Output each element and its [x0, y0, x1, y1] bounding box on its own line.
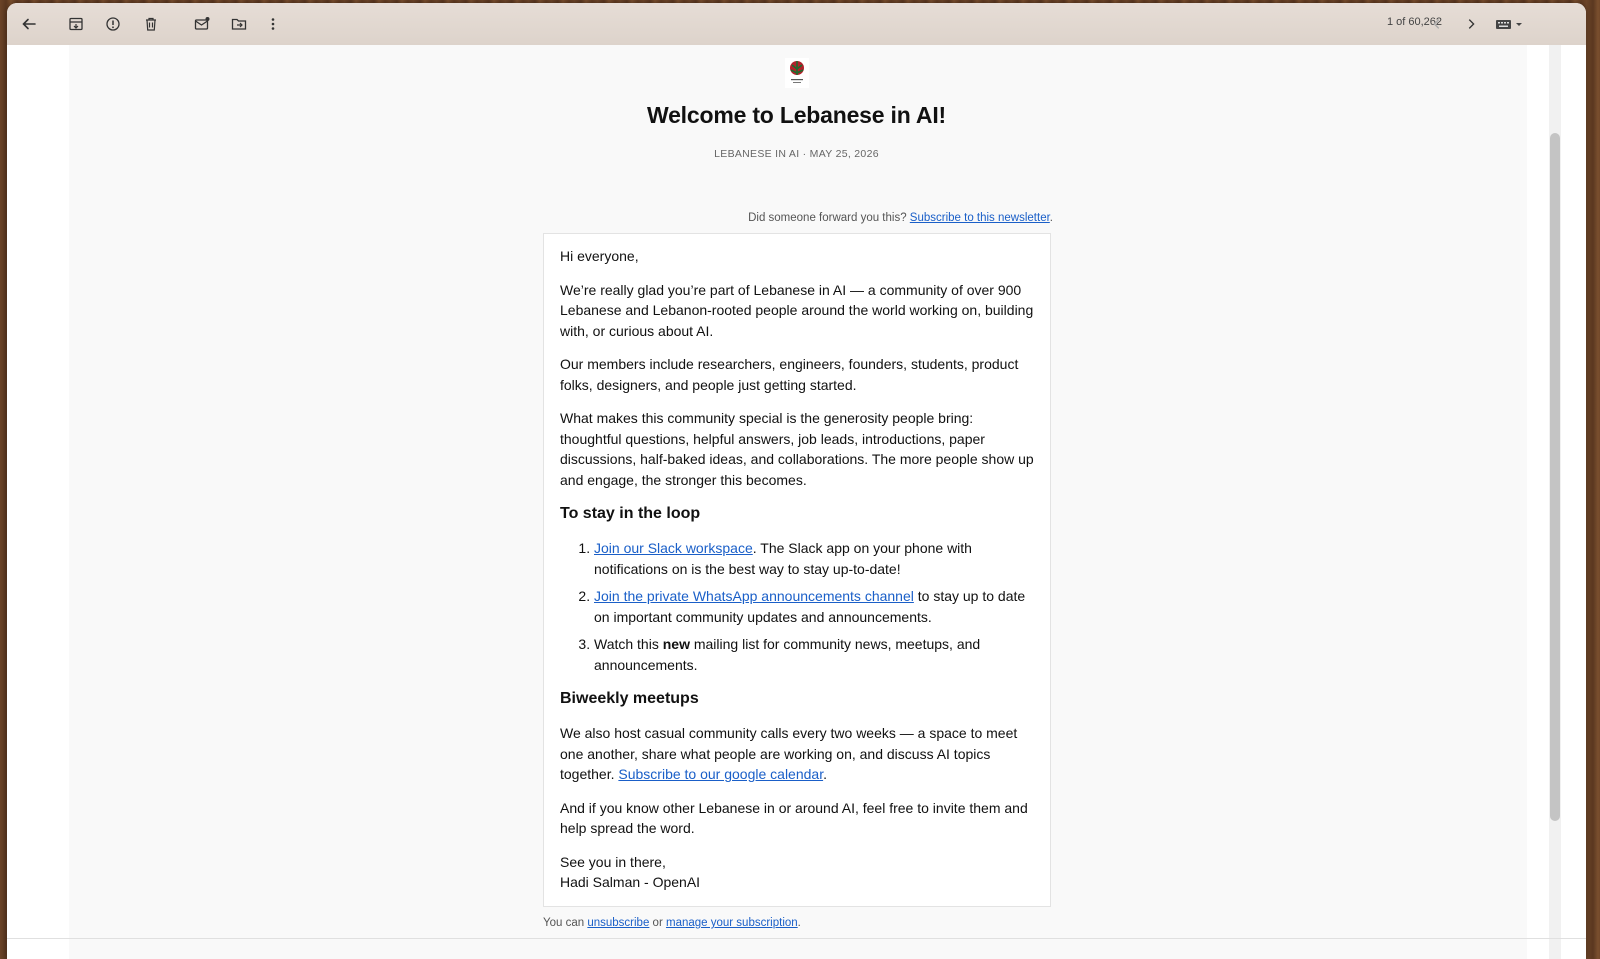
toolbar	[7, 3, 1586, 45]
chevron-right-icon[interactable]	[1461, 14, 1481, 34]
forward-line	[543, 212, 1053, 224]
list-item-text: Watch this	[594, 636, 663, 652]
list-item-text: to stay up to date on important community updates and announcements.	[594, 588, 1026, 625]
paragraph-meetups	[560, 723, 1034, 785]
footer-text: .	[797, 917, 801, 929]
scrollbar[interactable]	[1549, 45, 1561, 959]
list-item-bold: new	[662, 636, 690, 652]
paragraph-community: What makes this community special is the generosity people bring: thoughtful questions, helpful answers, job leads, introductions, paper discussions, half-baked ideas, and collaborations. The more people show up and engage, the stronger this becomes.	[560, 410, 1034, 488]
greeting: Hi everyone,	[560, 248, 639, 264]
move-to-folder-icon[interactable]	[229, 14, 249, 34]
footer-text: or	[649, 917, 666, 929]
more-vert-icon[interactable]	[263, 14, 283, 34]
message-counter: 1 of 60,262	[1386, 16, 1442, 28]
signature: Hadi Salman - OpenAI	[560, 874, 701, 890]
list-item	[594, 634, 1034, 675]
subscribe-newsletter-link[interactable]: Subscribe to this newsletter	[909, 212, 1050, 224]
list-item-text: . The Slack app on your phone with notifications on is the best way to stay up-to-date!	[594, 540, 972, 577]
email-title: Welcome to Lebanese in AI!	[647, 102, 946, 128]
heading-meetups: Biweekly meetups	[560, 690, 699, 707]
manage-subscription-link[interactable]: manage your subscription	[665, 917, 798, 929]
email-meta: LEBANESE IN AI · MAY 25, 2026	[714, 148, 879, 160]
trash-icon[interactable]	[141, 14, 161, 34]
email-card	[543, 233, 1051, 907]
paragraph-intro: We’re really glad you’re part of Lebanese in AI — a community of over 900 Lebanese and Lebanon-rooted people around the world working on, building with, or curious about AI.	[560, 281, 1034, 339]
divider	[7, 938, 1586, 939]
archive-icon[interactable]	[66, 14, 86, 34]
arrow-left-icon[interactable]	[19, 14, 39, 34]
mark-unread-icon[interactable]	[192, 14, 212, 34]
unsubscribe-link[interactable]: unsubscribe	[587, 917, 650, 929]
loop-list	[560, 538, 1034, 675]
scrollbar-thumb[interactable]	[1550, 133, 1560, 821]
paragraph-members: Our members include researchers, engineers, founders, students, product folks, designers, and people just getting started.	[560, 356, 1019, 393]
right-gutter	[1561, 45, 1586, 959]
google-calendar-link[interactable]: Subscribe to our google calendar	[618, 766, 824, 782]
signoff: See you in there,	[560, 853, 666, 870]
keyboard-icon[interactable]	[1494, 14, 1526, 34]
chevron-left-icon[interactable]	[1427, 14, 1447, 34]
meetups-suffix: .	[823, 766, 827, 782]
footer-text: You can	[543, 917, 588, 929]
whatsapp-channel-link[interactable]: Join the private WhatsApp announcements channel	[594, 588, 914, 604]
newsletter-logo	[785, 58, 809, 88]
list-item	[594, 586, 1034, 627]
report-spam-icon[interactable]	[103, 14, 123, 34]
mail-window	[7, 3, 1586, 959]
meetups-text: We also host casual community calls every two weeks — a space to meet one another, share what people are working on, and discuss AI topics together.	[560, 725, 1018, 782]
email-footer	[543, 917, 801, 929]
list-item	[594, 538, 1034, 579]
signoff-block	[560, 852, 1034, 893]
list-item-text: mailing list for community news, meetups, and announcements.	[594, 636, 981, 673]
heading-stay-in-loop: To stay in the loop	[560, 505, 701, 522]
forward-text: Did someone forward you this?	[748, 212, 910, 224]
slack-workspace-link[interactable]: Join our Slack workspace	[594, 540, 753, 556]
paragraph-invite: And if you know other Lebanese in or around AI, feel free to invite them and help spread the word.	[560, 799, 1028, 836]
forward-suffix: .	[1049, 212, 1053, 224]
